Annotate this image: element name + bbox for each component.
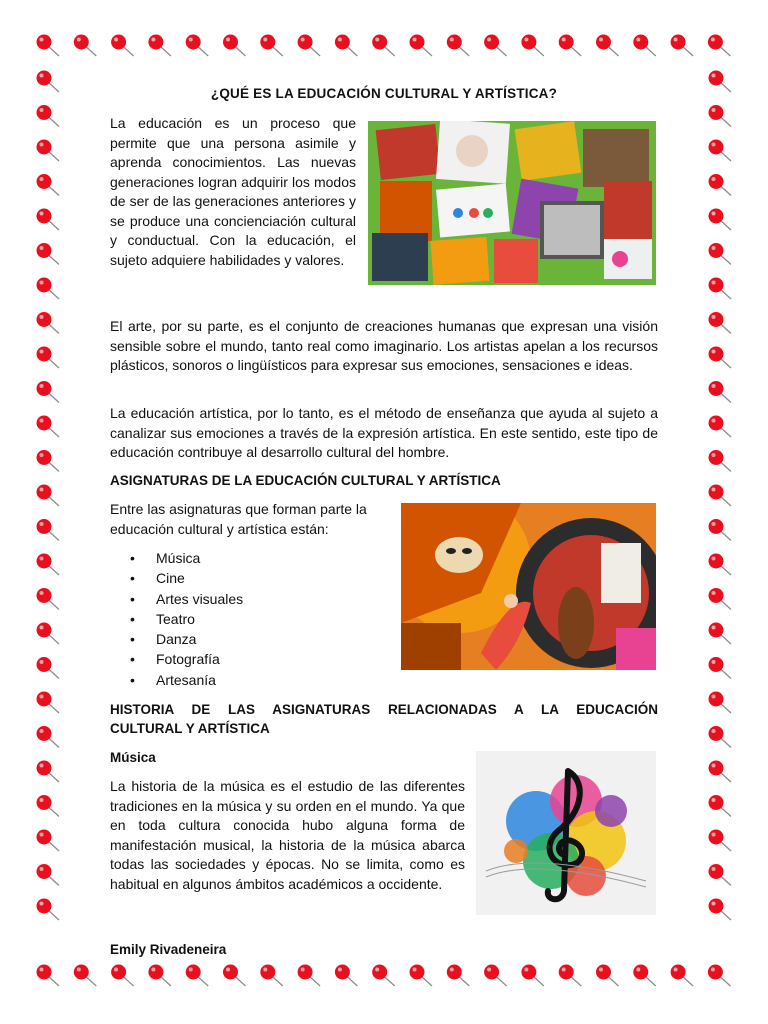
lollipop-border-icon <box>186 35 209 57</box>
bullet-icon: • <box>130 550 135 566</box>
bullet-icon: • <box>130 651 135 668</box>
lollipop-border-icon <box>709 485 732 507</box>
lollipop-border-icon <box>709 554 732 576</box>
lollipop-border-icon <box>708 965 731 987</box>
lollipop-border-icon <box>223 965 246 987</box>
lollipop-border-icon <box>709 174 732 196</box>
lollipop-border-icon <box>37 312 60 334</box>
lollipop-border-icon <box>37 174 60 196</box>
lollipop-border-icon <box>111 35 134 57</box>
lollipop-border-icon <box>709 209 732 231</box>
lollipop-border-icon <box>372 965 395 987</box>
subject-label: Fotografía <box>156 651 220 668</box>
section-heading-history: HISTORIA DE LAS ASIGNATURAS RELACIONADAS A LA EDUCACIÓN <box>110 702 658 717</box>
section-heading-history-line2: CULTURAL Y ARTÍSTICA <box>110 721 270 736</box>
subject-list-item <box>110 670 392 690</box>
page-title: ¿QUÉ ES LA EDUCACIÓN CULTURAL Y ARTÍSTICA? <box>210 86 558 101</box>
lollipop-border-icon <box>410 35 433 57</box>
lollipop-border-icon <box>709 830 732 852</box>
lollipop-border-icon <box>671 35 694 57</box>
lollipop-border-icon <box>37 35 60 57</box>
lollipop-border-icon <box>410 965 433 987</box>
lollipop-border-icon <box>709 657 732 679</box>
bullet-icon: • <box>130 590 135 607</box>
treble-clef-icon <box>476 751 656 915</box>
lollipop-border-icon <box>521 965 544 987</box>
lollipop-border-icon <box>559 35 582 57</box>
music-splash-image <box>476 751 656 915</box>
lollipop-border-icon <box>372 35 395 57</box>
lollipop-border-icon <box>111 965 134 987</box>
lollipop-border-icon <box>559 965 582 987</box>
subject-list-item <box>110 548 392 568</box>
lollipop-border-icon <box>37 761 60 783</box>
lollipop-border-icon <box>37 899 60 921</box>
lollipop-border-icon <box>521 35 544 57</box>
art-collage-image <box>368 121 656 285</box>
performing-arts-collage-image <box>401 503 656 670</box>
lollipop-border-icon <box>708 35 731 57</box>
lollipop-border-icon <box>709 450 732 472</box>
lollipop-border-icon <box>260 965 283 987</box>
lollipop-border-icon <box>335 965 358 987</box>
lollipop-border-icon <box>671 965 694 987</box>
lollipop-border-icon <box>709 140 732 162</box>
lollipop-border-icon <box>37 381 60 403</box>
lollipop-border-icon <box>37 347 60 369</box>
lollipop-border-icon <box>260 35 283 57</box>
lollipop-border-icon <box>709 864 732 886</box>
bullet-icon: • <box>130 610 135 627</box>
lollipop-border-icon <box>709 588 732 610</box>
lollipop-border-icon <box>37 71 60 93</box>
subject-label: Danza <box>156 631 197 648</box>
lollipop-border-icon <box>709 105 732 127</box>
lollipop-border-icon <box>709 243 732 265</box>
author-name: Emily Rivadeneira <box>110 942 227 957</box>
lollipop-border-icon <box>37 209 60 231</box>
lollipop-border-icon <box>37 140 60 162</box>
lollipop-border-icon <box>633 965 656 987</box>
lollipop-border-icon <box>37 105 60 127</box>
lollipop-border-icon <box>186 965 209 987</box>
lollipop-border-icon <box>37 657 60 679</box>
lollipop-border-icon <box>447 965 470 987</box>
paragraph-art: El arte, por su parte, es el conjunto de creaciones humanas que expresan una visión sensible sobre el mundo, tanto real como imaginario. Los artistas apelan a los recursos plásticos, sonoros o lingüísticos para expresar sus emociones, sensaciones e ideas. <box>110 318 658 373</box>
lollipop-border-icon <box>37 243 60 265</box>
subject-label: Música <box>156 550 201 566</box>
lollipop-border-icon <box>37 830 60 852</box>
bullet-icon: • <box>130 570 135 587</box>
lollipop-border-icon <box>74 35 97 57</box>
subjects-list <box>110 548 392 690</box>
lollipop-border-icon <box>37 864 60 886</box>
subject-list-item <box>110 589 392 609</box>
lollipop-border-icon <box>709 692 732 714</box>
lollipop-border-icon <box>596 965 619 987</box>
paragraph-art-education: La educación artística, por lo tanto, es el método de enseñanza que ayuda al sujeto a canalizar sus emociones a través de la expresión artística. En este sentido, este tipo de educación contribuye al desarrollo cultural del hombre. <box>110 405 658 460</box>
lollipop-border-icon <box>298 965 321 987</box>
lollipop-border-icon <box>37 726 60 748</box>
lollipop-border-icon <box>447 35 470 57</box>
lollipop-border-icon <box>709 726 732 748</box>
lollipop-border-icon <box>709 623 732 645</box>
lollipop-border-icon <box>37 519 60 541</box>
lollipop-border-icon <box>335 35 358 57</box>
lollipop-border-icon <box>709 761 732 783</box>
lollipop-border-icon <box>74 965 97 987</box>
subject-label: Cine <box>156 570 185 587</box>
lollipop-border-icon <box>148 965 171 987</box>
subject-label: Artes visuales <box>156 590 244 607</box>
lollipop-border-icon <box>37 588 60 610</box>
lollipop-border-icon <box>37 450 60 472</box>
performing-arts-icon <box>401 503 656 670</box>
bullet-icon: • <box>130 671 135 688</box>
subject-list-item <box>110 568 392 588</box>
lollipop-border-icon <box>709 347 732 369</box>
lollipop-border-icon <box>633 35 656 57</box>
lollipop-border-icon <box>37 692 60 714</box>
subject-list-item <box>110 649 392 669</box>
lollipop-border-icon <box>484 965 507 987</box>
lollipop-border-icon <box>709 899 732 921</box>
subject-label: Teatro <box>156 610 195 627</box>
lollipop-border-icon <box>709 795 732 817</box>
lollipop-border-icon <box>148 35 171 57</box>
lollipop-border-icon <box>37 965 60 987</box>
lollipop-border-icon <box>37 623 60 645</box>
lollipop-border-icon <box>223 35 246 57</box>
lollipop-border-icon <box>709 381 732 403</box>
lollipop-border-icon <box>37 554 60 576</box>
lollipop-border-icon <box>37 795 60 817</box>
lollipop-border-icon <box>37 485 60 507</box>
lollipop-border-icon <box>709 278 732 300</box>
section-heading-subjects: ASIGNATURAS DE LA EDUCACIÓN CULTURAL Y ARTÍSTICA <box>110 473 501 488</box>
bullet-icon: • <box>130 631 135 648</box>
lollipop-border-icon <box>484 35 507 57</box>
lollipop-border-icon <box>709 416 732 438</box>
lollipop-border-icon <box>298 35 321 57</box>
lollipop-border-icon <box>37 416 60 438</box>
subject-label: Artesanía <box>156 671 216 688</box>
paragraph-education: La educación es un proceso que permite que una persona asimile y aprenda conocimientos. Las nuevas generaciones logran adquirir los modos de ser de las generaciones anteriores y se produce una concienciación cultural y conductual. Con la educación, el sujeto adquiere habilidades y valores. <box>110 115 356 268</box>
lollipop-border-icon <box>596 35 619 57</box>
subheading-music: Música <box>110 750 156 765</box>
art-collage-icon <box>368 121 656 285</box>
subject-list-item <box>110 609 392 629</box>
lollipop-border-icon <box>709 71 732 93</box>
paragraph-music-history: La historia de la música es el estudio de las diferentes tradiciones en la música y su orden en el mundo. Ya que en toda cultura conocida hubo alguna forma de manifestación musical, la historia de la música abarca todas las sociedades y épocas. No se limita, como es habitual en algunos ámbitos académicos a occidente. <box>110 778 465 892</box>
subjects-intro: Entre las asignaturas que forman parte la educación cultural y artística están: <box>110 501 367 537</box>
lollipop-border-icon <box>37 278 60 300</box>
lollipop-border-icon <box>709 312 732 334</box>
subject-list-item <box>110 629 392 649</box>
lollipop-border-icon <box>709 519 732 541</box>
